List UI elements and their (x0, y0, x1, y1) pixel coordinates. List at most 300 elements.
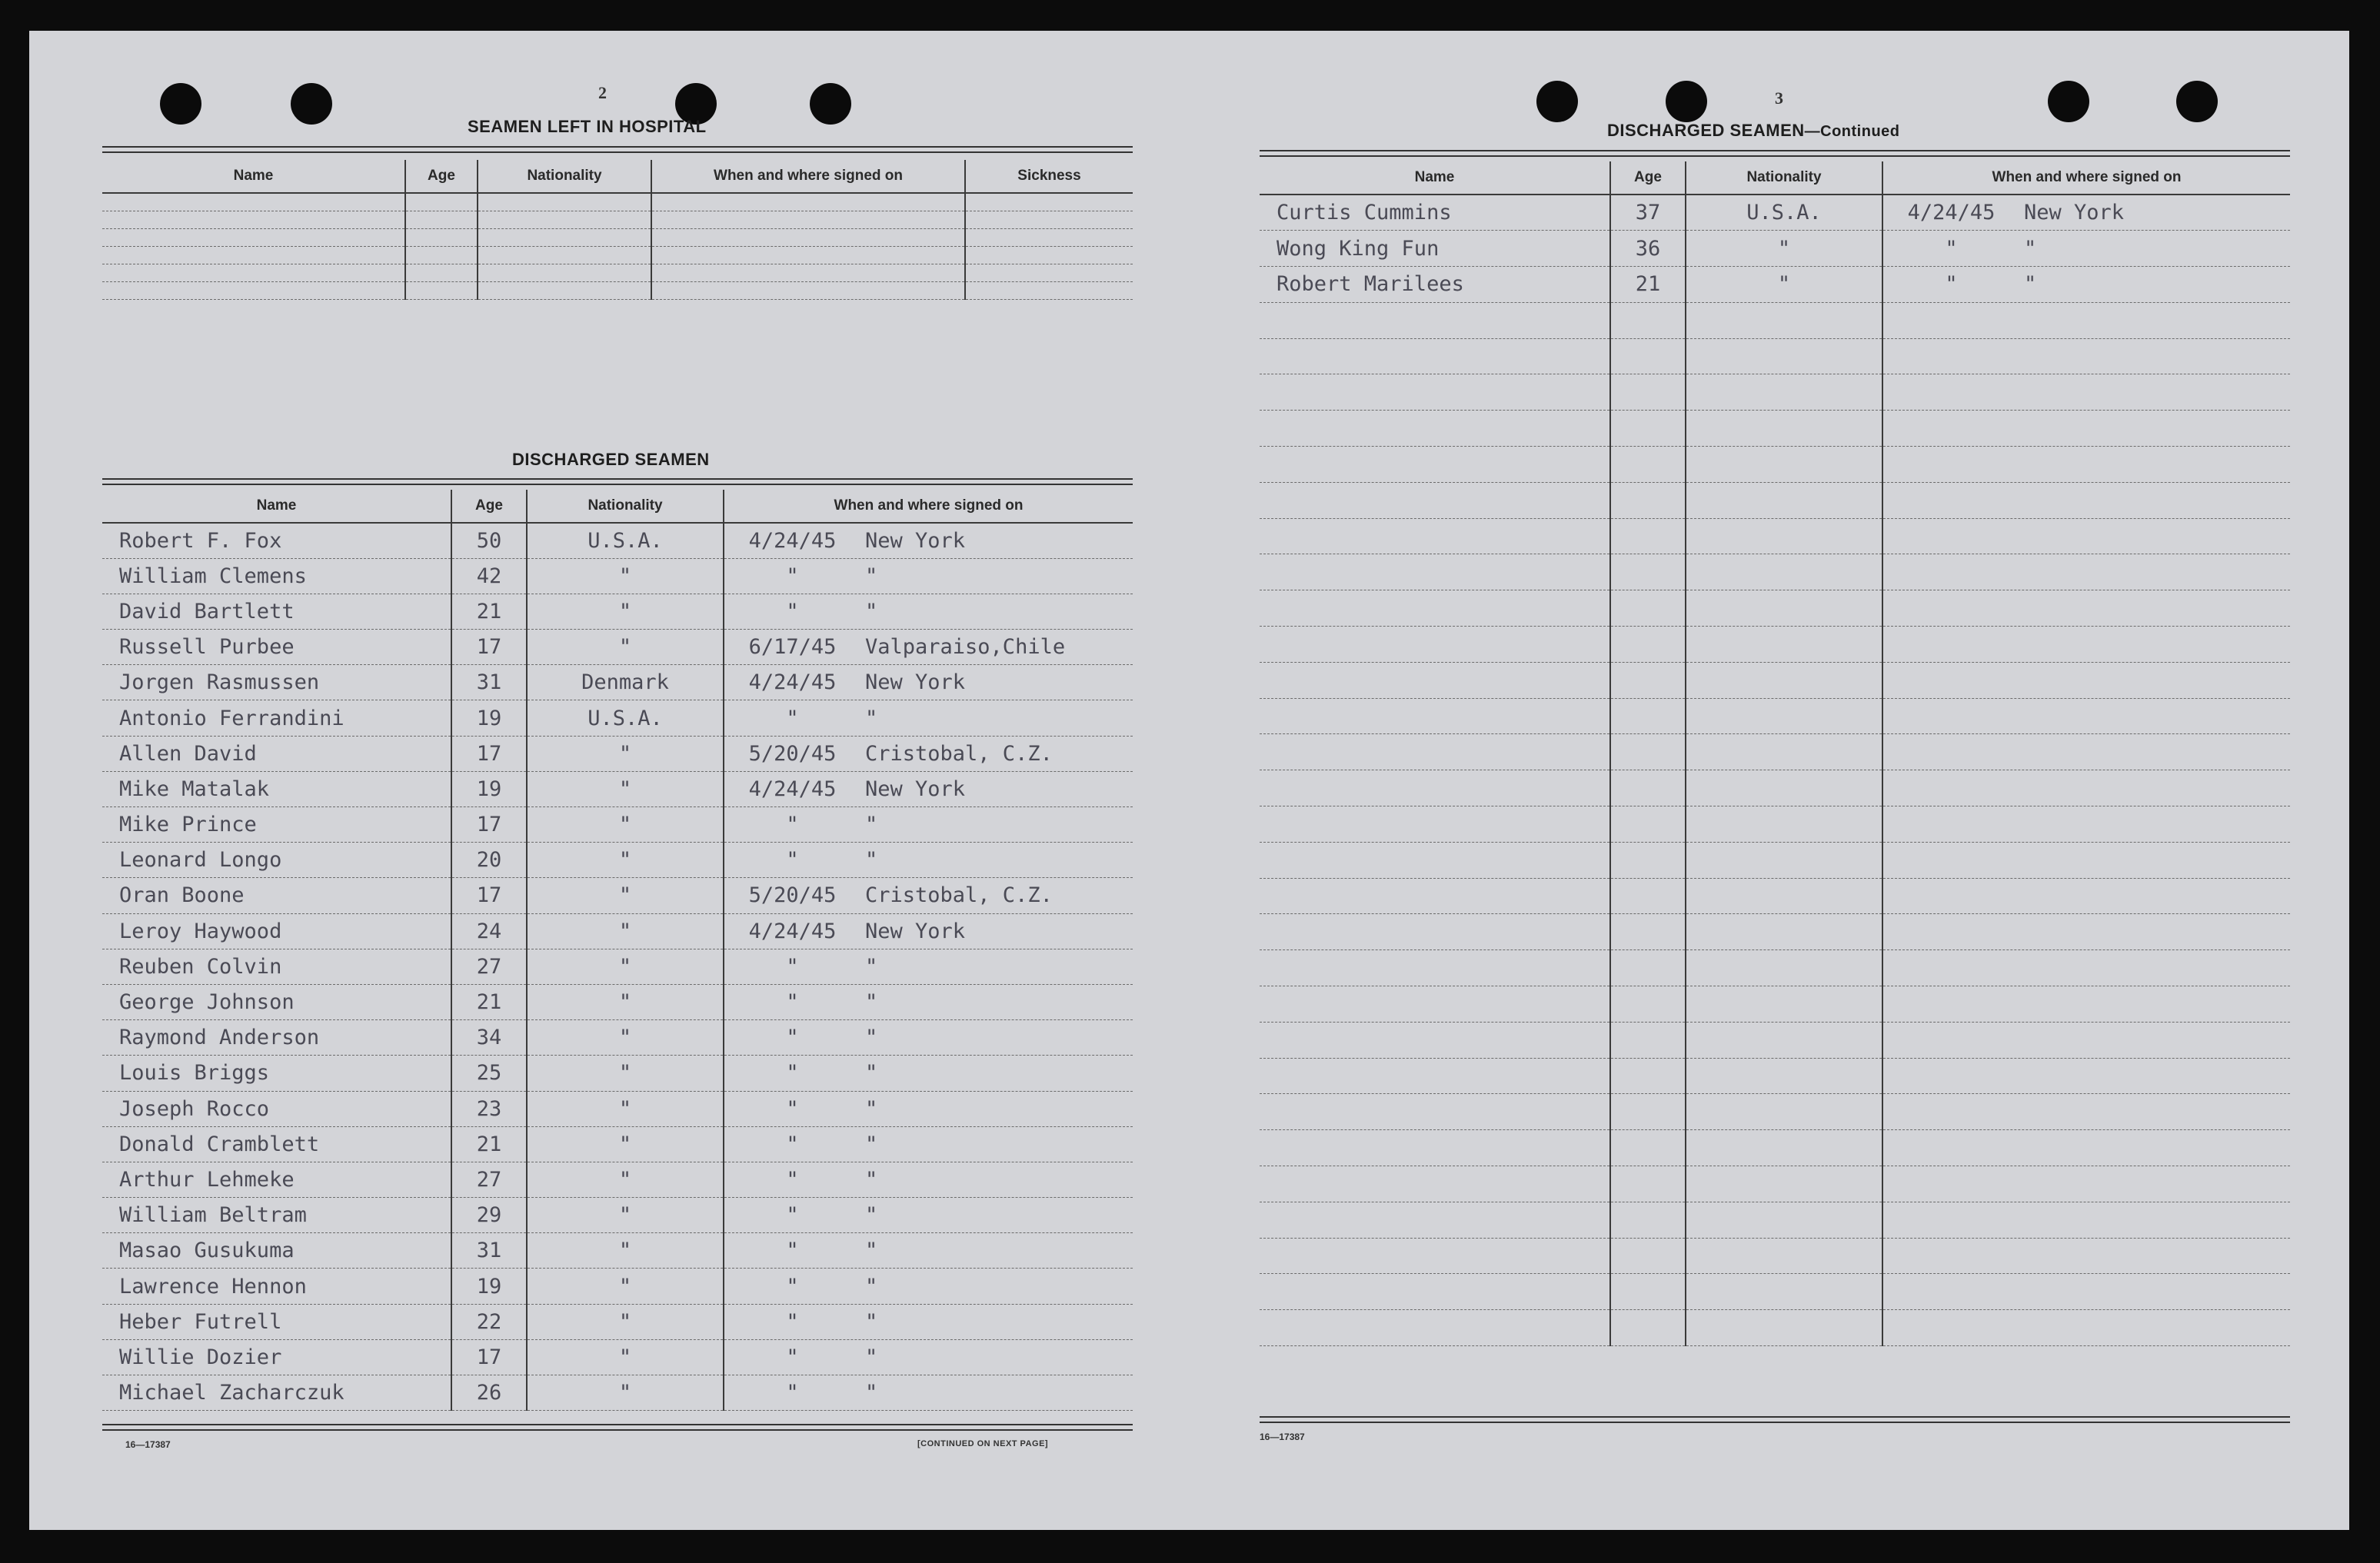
blank-cell (478, 211, 651, 228)
blank-cell (1260, 698, 1610, 734)
when-where-cell (724, 913, 1133, 949)
seaman-nationality: " (527, 1162, 724, 1197)
signed-on-place: " (865, 1239, 878, 1263)
signed-on-place: " (2024, 236, 2037, 261)
seaman-age: 37 (1610, 195, 1686, 231)
signed-on-date: " (786, 990, 799, 1015)
table-row (1260, 231, 2290, 267)
blank-cell (1260, 770, 1610, 806)
table-row (102, 736, 1133, 771)
column-header: Nationality (527, 490, 724, 523)
table-row (1260, 1130, 2290, 1166)
hospital-section-title: SEAMEN LEFT IN HOSPITAL (468, 117, 707, 136)
blank-cell (1260, 734, 1610, 770)
blank-cell (1610, 1274, 1686, 1310)
when-where-cell (724, 1162, 1133, 1197)
continued-note: [CONTINUED ON NEXT PAGE] (917, 1439, 1049, 1448)
blank-cell (1260, 590, 1610, 627)
blank-cell (1882, 878, 2290, 914)
blank-cell (1610, 1202, 1686, 1238)
table-row (102, 771, 1133, 806)
table-row (1260, 482, 2290, 518)
blank-cell (1882, 770, 2290, 806)
signed-on-place: " (865, 1132, 878, 1156)
when-where-cell (724, 1339, 1133, 1375)
signed-on-date: 6/17/45 (748, 635, 837, 660)
signed-on-place: New York (865, 670, 966, 695)
column-header: Name (102, 490, 451, 523)
column-header: Nationality (1686, 161, 1882, 195)
column-header: When and where signed on (1882, 161, 2290, 195)
discharged-section-title: DISCHARGED SEAMEN (512, 450, 710, 469)
table-row (102, 843, 1133, 878)
seaman-nationality: U.S.A. (1686, 195, 1882, 231)
table-row (102, 228, 1133, 246)
table-row (1260, 1202, 2290, 1238)
seaman-age: 29 (451, 1198, 527, 1233)
seaman-name: Masao Gusukuma (102, 1233, 451, 1269)
blank-cell (1882, 518, 2290, 554)
blank-cell (1610, 878, 1686, 914)
blank-cell (1610, 338, 1686, 374)
blank-cell (1610, 374, 1686, 411)
blank-cell (1260, 411, 1610, 447)
blank-cell (1260, 1202, 1610, 1238)
seaman-nationality: " (527, 949, 724, 984)
seaman-age: 17 (451, 736, 527, 771)
table-row (1260, 590, 2290, 627)
signed-on-date: " (786, 1345, 799, 1369)
table-row (1260, 1094, 2290, 1130)
blank-cell (1882, 1238, 2290, 1274)
blank-cell (651, 211, 965, 228)
seaman-name: Donald Cramblett (102, 1126, 451, 1162)
blank-cell (1686, 806, 1882, 843)
signed-on-date: " (786, 706, 799, 730)
seaman-name: Willie Dozier (102, 1339, 451, 1375)
signed-on-place: New York (865, 777, 966, 801)
table-row (1260, 1274, 2290, 1310)
blank-cell (478, 193, 651, 211)
table-row (1260, 770, 2290, 806)
signed-on-date: " (786, 1061, 799, 1086)
signed-on-date: " (786, 1309, 799, 1334)
seaman-nationality: " (527, 771, 724, 806)
signed-on-place: " (865, 1309, 878, 1334)
seaman-nationality: " (527, 594, 724, 629)
signed-on-place: Cristobal, C.Z. (865, 883, 1053, 908)
when-where-cell (724, 984, 1133, 1019)
table-row (102, 193, 1133, 211)
signed-on-place: " (865, 1274, 878, 1299)
seaman-age: 17 (451, 878, 527, 913)
blank-cell (1610, 1022, 1686, 1058)
table-row (102, 1339, 1133, 1375)
signed-on-place: " (865, 564, 878, 588)
signed-on-place: New York (865, 528, 966, 553)
signed-on-date: 5/20/45 (748, 883, 837, 908)
blank-cell (1610, 518, 1686, 554)
blank-cell (478, 228, 651, 246)
column-header: Name (1260, 161, 1610, 195)
punch-hole (291, 83, 332, 125)
seaman-nationality: " (527, 913, 724, 949)
seaman-name: Robert Marilees (1260, 267, 1610, 303)
table-row (1260, 734, 2290, 770)
seaman-name: Allen David (102, 736, 451, 771)
table-row (102, 949, 1133, 984)
blank-cell (1882, 627, 2290, 663)
blank-cell (1882, 1058, 2290, 1094)
blank-cell (1882, 986, 2290, 1023)
blank-cell (1882, 914, 2290, 950)
blank-cell (1686, 1094, 1882, 1130)
table-row (1260, 842, 2290, 878)
when-where-cell (724, 1375, 1133, 1411)
table-row (102, 630, 1133, 665)
seaman-age: 25 (451, 1056, 527, 1091)
blank-cell (1686, 482, 1882, 518)
blank-cell (1610, 447, 1686, 483)
seaman-nationality: " (527, 630, 724, 665)
seaman-name: George Johnson (102, 984, 451, 1019)
seaman-nationality: " (527, 1126, 724, 1162)
blank-cell (1686, 302, 1882, 338)
when-where-cell (724, 1233, 1133, 1269)
table-row (102, 264, 1133, 281)
table-row (1260, 878, 2290, 914)
seaman-nationality: " (527, 558, 724, 594)
blank-cell (1686, 1058, 1882, 1094)
seaman-age: 21 (451, 984, 527, 1019)
seaman-nationality: " (527, 1056, 724, 1091)
table-row (1260, 267, 2290, 303)
table-row (1260, 627, 2290, 663)
blank-cell (1610, 411, 1686, 447)
signed-on-place: Cristobal, C.Z. (865, 741, 1053, 766)
table-row (102, 1020, 1133, 1056)
blank-cell (1686, 770, 1882, 806)
seaman-nationality: " (527, 736, 724, 771)
blank-cell (1610, 950, 1686, 986)
seaman-name: Jorgen Rasmussen (102, 665, 451, 700)
signed-on-place: Valparaiso,Chile (865, 635, 1066, 660)
column-header: Name (102, 160, 405, 193)
blank-cell (1260, 950, 1610, 986)
seaman-age: 23 (451, 1091, 527, 1126)
signed-on-place: " (865, 1167, 878, 1192)
signed-on-date: " (1945, 272, 1958, 297)
signed-on-place: " (865, 1345, 878, 1369)
blank-cell (102, 246, 405, 264)
blank-cell (1882, 411, 2290, 447)
form-number-right: 16—17387 (1260, 1432, 1305, 1442)
page-number-right: 3 (1775, 88, 1783, 108)
seaman-name: William Clemens (102, 558, 451, 594)
blank-cell (1610, 1166, 1686, 1202)
blank-cell (1882, 1130, 2290, 1166)
blank-cell (1882, 1022, 2290, 1058)
table-row (1260, 195, 2290, 231)
seaman-name: Wong King Fun (1260, 231, 1610, 267)
signed-on-date: 4/24/45 (748, 670, 837, 695)
seaman-age: 34 (451, 1020, 527, 1056)
signed-on-date: " (786, 1132, 799, 1156)
table-row (1260, 806, 2290, 843)
punch-hole (2176, 81, 2218, 122)
blank-cell (1686, 1166, 1882, 1202)
when-where-cell (724, 1126, 1133, 1162)
when-where-cell (724, 1304, 1133, 1339)
seaman-age: 17 (451, 630, 527, 665)
seaman-name: Lawrence Hennon (102, 1269, 451, 1304)
signed-on-date: " (786, 1239, 799, 1263)
blank-cell (651, 281, 965, 299)
table-row (1260, 986, 2290, 1023)
blank-cell (1882, 1166, 2290, 1202)
seaman-name: Arthur Lehmeke (102, 1162, 451, 1197)
seaman-nationality: " (527, 807, 724, 843)
blank-cell (1686, 1310, 1882, 1346)
blank-cell (1882, 554, 2290, 590)
continued-title-main: DISCHARGED SEAMEN (1607, 121, 1805, 140)
blank-cell (965, 228, 1133, 246)
blank-cell (1260, 482, 1610, 518)
blank-cell (1610, 302, 1686, 338)
blank-cell (1260, 518, 1610, 554)
signed-on-place: " (865, 1096, 878, 1121)
blank-cell (102, 264, 405, 281)
blank-cell (1260, 662, 1610, 698)
signed-on-date: " (786, 564, 799, 588)
signed-on-place: " (865, 990, 878, 1015)
seaman-age: 27 (451, 1162, 527, 1197)
seaman-age: 21 (1610, 267, 1686, 303)
double-rule (1260, 150, 2290, 157)
blank-cell (1260, 374, 1610, 411)
seaman-name: Louis Briggs (102, 1056, 451, 1091)
blank-cell (1610, 1058, 1686, 1094)
seaman-age: 50 (451, 523, 527, 558)
blank-cell (1260, 1238, 1610, 1274)
blank-cell (1610, 770, 1686, 806)
blank-cell (1610, 627, 1686, 663)
table-row (102, 1126, 1133, 1162)
seaman-age: 19 (451, 771, 527, 806)
blank-cell (651, 264, 965, 281)
seaman-nationality: U.S.A. (527, 523, 724, 558)
blank-cell (1882, 662, 2290, 698)
seaman-age: 22 (451, 1304, 527, 1339)
seaman-age: 27 (451, 949, 527, 984)
blank-cell (1610, 914, 1686, 950)
hospital-table (102, 160, 1133, 300)
seaman-nationality: " (527, 1339, 724, 1375)
when-where-cell (724, 1198, 1133, 1233)
when-where-cell (724, 1091, 1133, 1126)
seaman-age: 36 (1610, 231, 1686, 267)
table-row (102, 1233, 1133, 1269)
blank-cell (1260, 878, 1610, 914)
double-rule (102, 1424, 1133, 1431)
blank-cell (1610, 590, 1686, 627)
signed-on-date: " (786, 848, 799, 873)
table-row (102, 211, 1133, 228)
signed-on-place: New York (2024, 201, 2125, 225)
blank-cell (1882, 1094, 2290, 1130)
signed-on-date: " (786, 1274, 799, 1299)
table-row (102, 1304, 1133, 1339)
punch-hole (1666, 81, 1707, 122)
table-row (1260, 302, 2290, 338)
discharged-seamen-table (102, 490, 1133, 1411)
table-row (102, 700, 1133, 736)
signed-on-place: " (2024, 272, 2037, 297)
seaman-nationality: " (527, 1198, 724, 1233)
when-where-cell (724, 594, 1133, 629)
blank-cell (1610, 986, 1686, 1023)
table-row (102, 878, 1133, 913)
seaman-nationality: " (527, 1091, 724, 1126)
signed-on-date: " (786, 1026, 799, 1050)
blank-cell (1686, 698, 1882, 734)
blank-cell (1882, 374, 2290, 411)
seaman-nationality: " (527, 1233, 724, 1269)
table-row (102, 1091, 1133, 1126)
blank-cell (102, 211, 405, 228)
double-rule (1260, 1416, 2290, 1423)
seaman-nationality: " (527, 1269, 724, 1304)
table-row (1260, 554, 2290, 590)
blank-cell (1260, 1058, 1610, 1094)
blank-cell (1260, 627, 1610, 663)
blank-cell (1260, 1310, 1610, 1346)
seaman-age: 31 (451, 1233, 527, 1269)
when-where-cell (724, 807, 1133, 843)
blank-cell (1882, 842, 2290, 878)
blank-cell (651, 228, 965, 246)
signed-on-place: " (865, 813, 878, 837)
seaman-age: 17 (451, 807, 527, 843)
when-where-cell (724, 1269, 1133, 1304)
blank-cell (405, 211, 478, 228)
seaman-age: 19 (451, 1269, 527, 1304)
blank-cell (1882, 1310, 2290, 1346)
table-row (102, 594, 1133, 629)
seaman-age: 24 (451, 913, 527, 949)
blank-cell (1686, 734, 1882, 770)
table-row (1260, 662, 2290, 698)
punch-hole (1536, 81, 1578, 122)
column-header: Age (405, 160, 478, 193)
signed-on-date: " (786, 813, 799, 837)
signed-on-date: " (786, 1203, 799, 1228)
signed-on-place: " (865, 599, 878, 624)
blank-cell (1260, 914, 1610, 950)
column-header: Sickness (965, 160, 1133, 193)
seaman-age: 19 (451, 700, 527, 736)
seaman-name: Heber Futrell (102, 1304, 451, 1339)
blank-cell (1610, 1310, 1686, 1346)
seaman-nationality: Denmark (527, 665, 724, 700)
blank-cell (405, 246, 478, 264)
continued-title-sub: —Continued (1804, 123, 1900, 140)
blank-cell (1882, 806, 2290, 843)
blank-cell (965, 281, 1133, 299)
seaman-age: 26 (451, 1375, 527, 1411)
table-row (102, 246, 1133, 264)
signed-on-date: " (786, 954, 799, 979)
blank-cell (1260, 1166, 1610, 1202)
seaman-name: Mike Prince (102, 807, 451, 843)
when-where-cell (724, 700, 1133, 736)
blank-cell (1686, 1274, 1882, 1310)
blank-cell (1686, 662, 1882, 698)
table-row (102, 523, 1133, 558)
when-where-cell (724, 630, 1133, 665)
seaman-name: Leonard Longo (102, 843, 451, 878)
seaman-age: 21 (451, 594, 527, 629)
blank-cell (1260, 842, 1610, 878)
seaman-name: Robert F. Fox (102, 523, 451, 558)
table-row (1260, 447, 2290, 483)
seaman-nationality: " (527, 1304, 724, 1339)
when-where-cell (1882, 267, 2290, 303)
when-where-cell (1882, 231, 2290, 267)
blank-cell (1882, 950, 2290, 986)
blank-cell (1882, 482, 2290, 518)
column-header: When and where signed on (651, 160, 965, 193)
blank-cell (1882, 734, 2290, 770)
signed-on-date: 4/24/45 (1907, 201, 1996, 225)
blank-cell (1260, 806, 1610, 843)
blank-cell (1686, 447, 1882, 483)
when-where-cell (724, 1056, 1133, 1091)
signed-on-date: " (786, 1096, 799, 1121)
blank-cell (1686, 914, 1882, 950)
blank-cell (405, 228, 478, 246)
table-row (102, 807, 1133, 843)
punch-hole (810, 83, 851, 125)
blank-cell (1260, 986, 1610, 1023)
when-where-cell (724, 771, 1133, 806)
when-where-cell (724, 949, 1133, 984)
signed-on-date: 5/20/45 (748, 741, 837, 766)
blank-cell (1260, 1274, 1610, 1310)
signed-on-place: " (865, 848, 878, 873)
seaman-name: Michael Zacharczuk (102, 1375, 451, 1411)
seaman-name: Leroy Haywood (102, 913, 451, 949)
blank-cell (1610, 482, 1686, 518)
blank-cell (965, 264, 1133, 281)
signed-on-place: " (865, 1203, 878, 1228)
when-where-cell (724, 558, 1133, 594)
blank-cell (1610, 662, 1686, 698)
table-row (1260, 1310, 2290, 1346)
seaman-name: Mike Matalak (102, 771, 451, 806)
seaman-nationality: " (1686, 231, 1882, 267)
blank-cell (1686, 1022, 1882, 1058)
blank-cell (1610, 806, 1686, 843)
seaman-name: Antonio Ferrandini (102, 700, 451, 736)
blank-cell (965, 211, 1133, 228)
column-header: Age (451, 490, 527, 523)
table-row (102, 913, 1133, 949)
seaman-nationality: U.S.A. (527, 700, 724, 736)
seaman-name: Russell Purbee (102, 630, 451, 665)
seaman-name: Oran Boone (102, 878, 451, 913)
seaman-name: Reuben Colvin (102, 949, 451, 984)
